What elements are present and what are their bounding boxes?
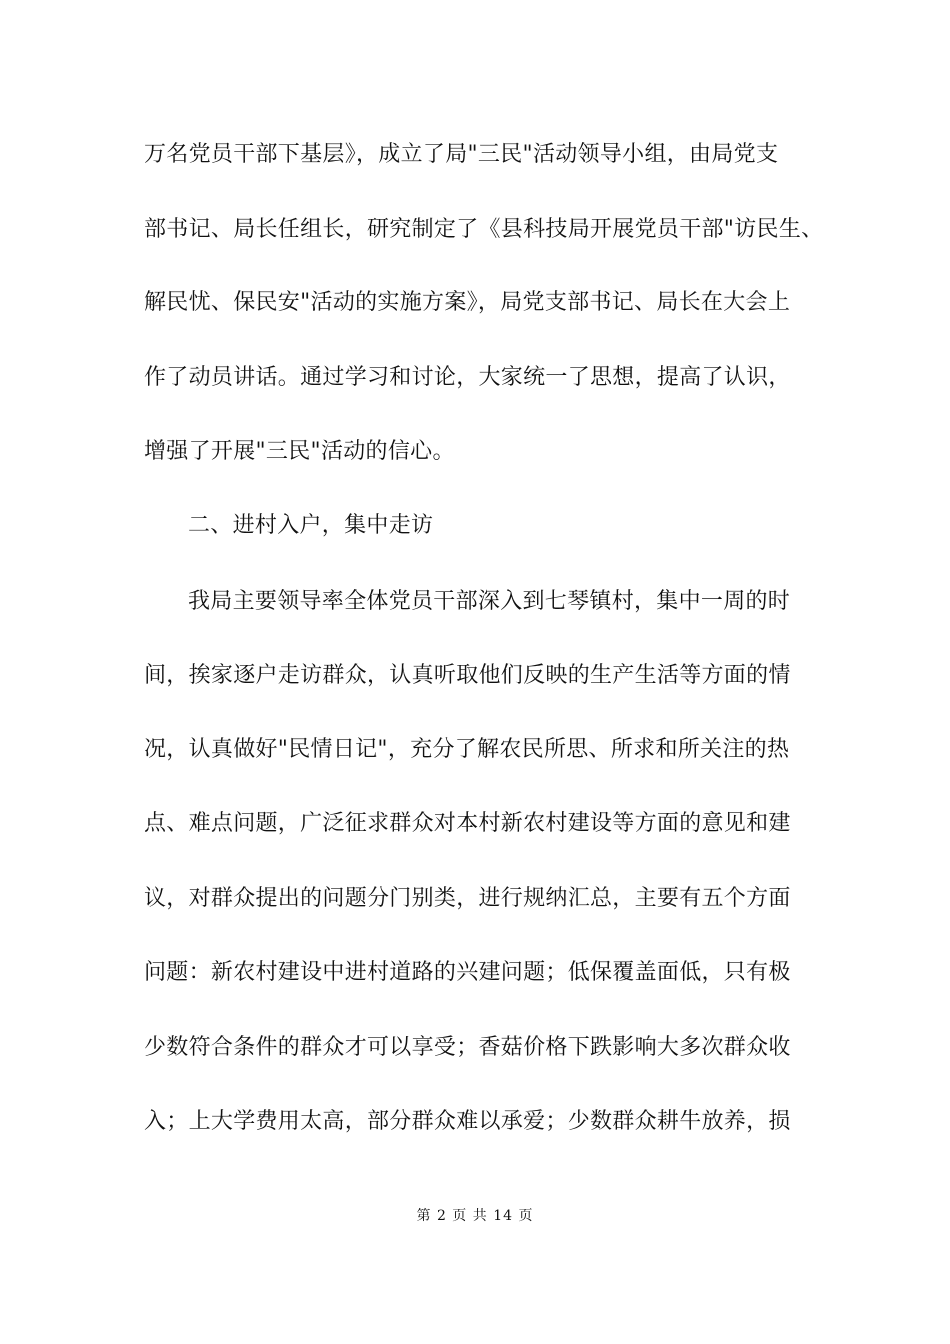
body-line-9: 况，认真做好"民情日记"，充分了解农民所思、所求和所关注的热 bbox=[144, 737, 790, 762]
body-line-13: 少数符合条件的群众才可以享受；香菇价格下跌影响大多次群众收 bbox=[144, 1035, 791, 1060]
body-line-2: 部书记、局长任组长，研究制定了《县科技局开展党员干部"访民生、 bbox=[144, 217, 824, 242]
body-line-4: 作了动员讲话。通过学习和讨论，大家统一了思想，提高了认识， bbox=[144, 365, 791, 390]
body-line-11: 议，对群众提出的问题分门别类，进行规纳汇总，主要有五个方面 bbox=[144, 886, 791, 911]
page-footer bbox=[0, 1206, 950, 1226]
body-line-8: 间，挨家逐户走访群众，认真听取他们反映的生产生活等方面的情 bbox=[144, 663, 791, 688]
body-line-12: 问题：新农村建设中进村道路的兴建问题；低保覆盖面低，只有极 bbox=[144, 960, 791, 985]
body-line-3: 解民忧、保民安"活动的实施方案》，局党支部书记、局长在大会上 bbox=[144, 290, 791, 315]
section-heading: 二、进村入户，集中走访 bbox=[188, 513, 434, 538]
page-number: 第 2 页 共 14 页 bbox=[416, 1208, 534, 1224]
body-line-1: 万名党员干部下基层》，成立了局"三民"活动领导小组，由局党支 bbox=[144, 142, 779, 167]
body-line-10: 点、难点问题，广泛征求群众对本村新农村建设等方面的意见和建 bbox=[144, 811, 791, 836]
body-line-14: 入；上大学费用太高，部分群众难以承爱；少数群众耕牛放养，损 bbox=[144, 1109, 791, 1134]
body-line-5: 增强了开展"三民"活动的信心。 bbox=[144, 439, 455, 464]
body-line-7: 我局主要领导率全体党员干部深入到七琴镇村，集中一周的时 bbox=[188, 589, 791, 614]
